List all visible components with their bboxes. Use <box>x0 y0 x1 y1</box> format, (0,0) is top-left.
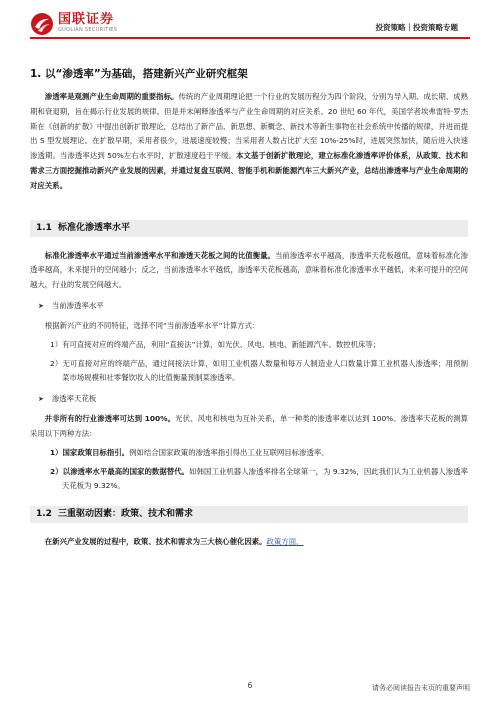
section-1-2-paragraph <box>30 535 468 550</box>
section-1-1-title: 标准化渗透率水平 <box>58 222 131 233</box>
bullet-current-penetration-label: 当前渗透率水平 <box>51 300 104 310</box>
ceiling-method-benchmark-lead: 2）以渗透率水平最高的国家的数据替代。 <box>50 466 190 476</box>
section-1-2-heading <box>30 506 468 523</box>
section-1-bold-lead: 渗透率是观测产业生命周期的重要指标。 <box>44 92 179 101</box>
section-1-1-body: 当前渗透率水平越高，渗透率天花板越低，意味着标准化渗透率越高，未来提升的空间越小；反之，当前渗透率水平越低，渗透率天花板越高，意味着标准化渗透率水平越低，未来可提升的空间越大，行业的发展空间越大。 <box>30 250 468 290</box>
section-1-body: 传统的产业周期理论把一个行业的发展历程分为四个阶段，分别为导入期、成长期、成熟期和衰退期，旨在揭示行业发展的规律。但是并未阐释渗透率与产业生命周期的对应关系。20 世纪 60 年代，美国学者埃弗雷特·罗杰斯在《创新的扩散》中提出创新扩散理论，总结出了新产品、新思想、新概念、新技术等新生事物在社会系统中传播的规律，并进而提出 S 型发展理论。在扩散早期，采用者很少，进展速度较慢；当采用者人数占比扩大至 10%-25%时，进展突然加快，随后进入快速渗透期。当渗透率达到 50%左右水平时，扩散速度趋于平缓。 <box>30 92 468 161</box>
logo-english-name: GUOLIAN SECURITIES <box>58 27 118 33</box>
ceiling-method-policy <box>42 446 468 461</box>
ceiling-bold-lead: 并非所有的行业渗透率可达到 100%。 <box>44 414 176 424</box>
section-1-paragraph <box>30 90 468 194</box>
bullet-penetration-ceiling-label: 渗透率天花板 <box>51 394 97 404</box>
arrow-bullet-icon: ➤ <box>38 395 44 404</box>
calc-method-indirect: 2）无可直接对应的终端产品，通过间接法计算，如用工业机器人数量和每万人制造业人口数量计算工业机器人渗透率；用预制菜市场规模和社零餐饮收入的比值衡量预制菜渗透率。 <box>50 358 468 383</box>
section-1-2-bold-lead: 在新兴产业发展的过程中，政策、技术和需求为三大核心催化因素。 <box>44 537 267 547</box>
header-divider <box>30 37 470 39</box>
calc-method-intro: 根据新兴产业的不同特征，选择不同“当前渗透率水平”计算方式： <box>44 320 260 330</box>
section-1-2-number: 1.2 <box>36 509 52 520</box>
guolian-logo-icon <box>30 12 54 36</box>
ceiling-method-benchmark <box>42 465 468 495</box>
ceiling-method-policy-lead: 1）国家政策目标指引。 <box>50 447 130 457</box>
bullet-penetration-ceiling <box>38 392 468 406</box>
ceiling-method-policy-body: 例如结合国家政策的渗透率指引得出工业互联网目标渗透率。 <box>129 447 329 457</box>
logo-chinese-name: 国联证券 <box>58 12 115 27</box>
section-1-bold-conclusion: 本文基于创新扩散理论，建立标准化渗透率评价体系，从政策、技术和需求三方面挖掘推动新兴产业发展的因素，并通过复盘互联网、智能手机和新能源汽车三大新兴产业，总结出渗透率与产业生命周期的对应关系。 <box>30 151 468 190</box>
disclaimer-note: 请务必阅读报告末页的重要声明 <box>372 684 470 692</box>
ceiling-method-benchmark-body: 如韩国工业机器人渗透率排名全球第一，为 9.32%，因此我们认为工业机器人渗透率天花板为 9.32%。 <box>62 466 468 491</box>
section-1-1-paragraph <box>30 249 468 293</box>
section-1-1-number: 1.1 <box>36 222 52 233</box>
company-logo <box>30 12 117 36</box>
arrow-bullet-icon: ➤ <box>38 301 44 310</box>
section-1-1-bold-lead: 标准化渗透率水平通过当前渗透率水平和渗透天花板之间的比值衡量。 <box>44 250 275 260</box>
calc-method-direct: 1）有可直接对应的终端产品，利用“直接法”计算，如光伏、风电、核电、新能源汽车、数控机床等； <box>50 339 381 349</box>
section-1-heading: 1. 以“渗透率”为基础，搭建新兴产业研究框架 <box>30 68 248 80</box>
section-1-2-title: 三重驱动因素：政策、技术和需求 <box>58 509 194 520</box>
page-header <box>0 0 500 42</box>
ceiling-paragraph <box>30 412 468 442</box>
policy-link[interactable]: 政策方面， <box>266 537 304 547</box>
ceiling-body: 光伏、风电和核电为互补关系，单一种类的渗透率难以达到 100%。渗透率天花板的测算采用以下两种方法： <box>30 414 468 438</box>
section-1-1-heading <box>30 220 468 237</box>
document-body <box>30 49 468 550</box>
bullet-current-penetration <box>38 299 468 313</box>
page-number: 6 <box>247 681 253 690</box>
report-type-label: 投资策略｜投资策略专题 <box>375 23 458 32</box>
